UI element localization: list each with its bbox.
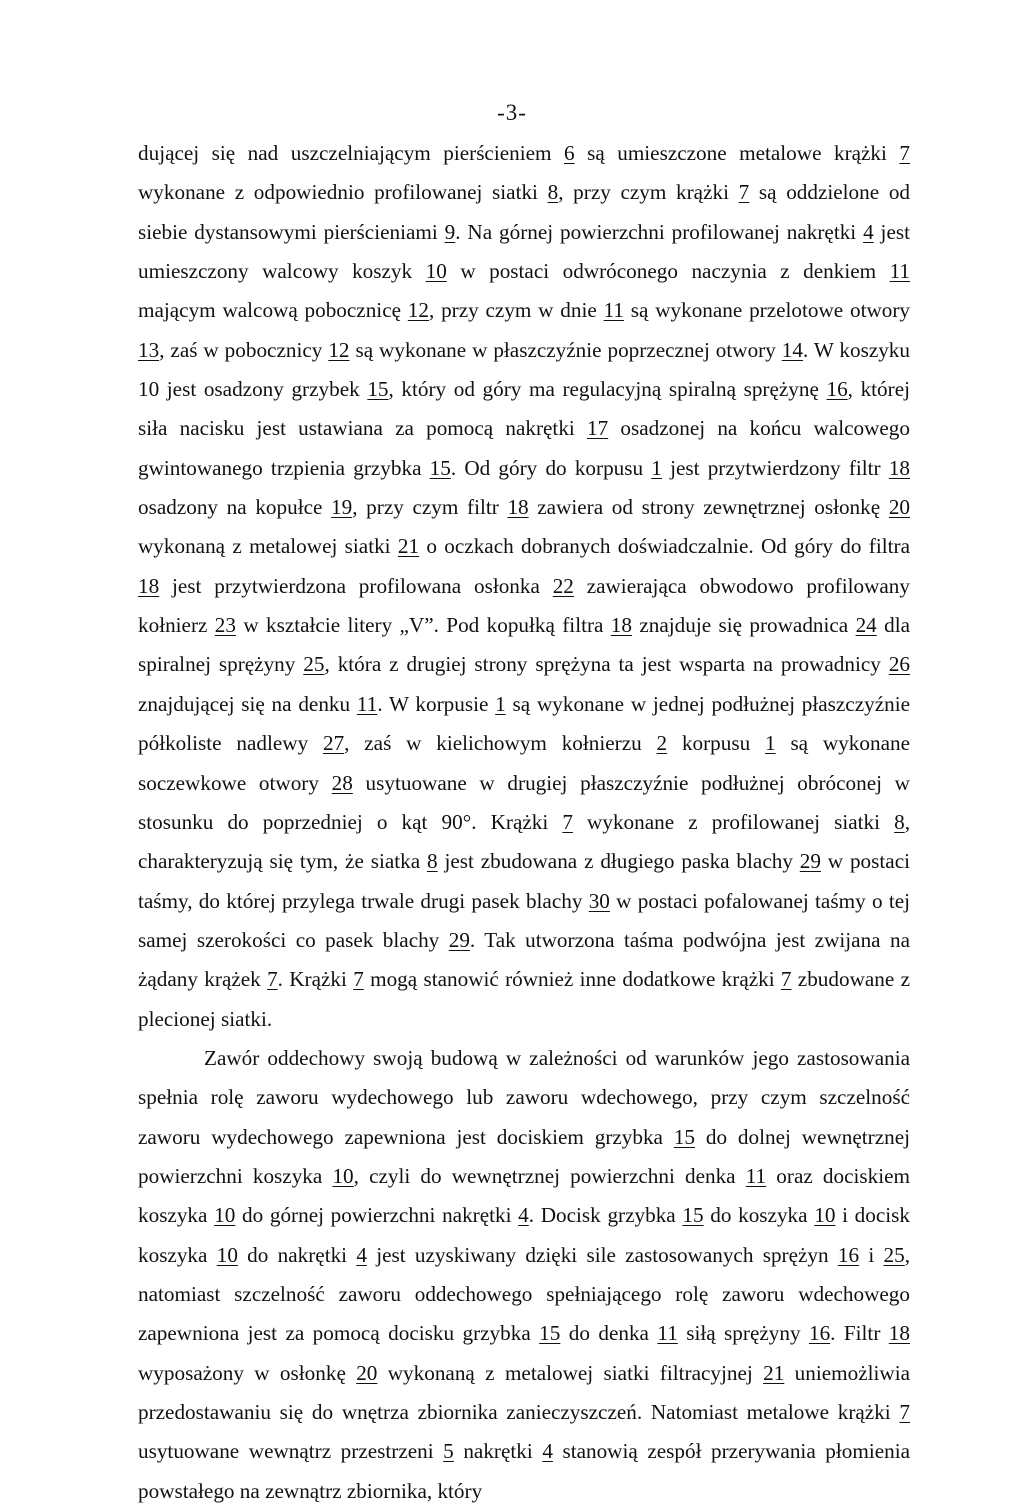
- reference-numeral: 16: [837, 1242, 860, 1267]
- text-run: jest umieszczony walcowy koszyk: [138, 219, 910, 284]
- reference-numeral: 15: [539, 1321, 561, 1346]
- text-run: w postaci pofalowanej taśmy o tej samej szerokości co pasek blachy: [138, 888, 910, 952]
- reference-numeral: 2: [656, 731, 668, 756]
- text-run: wykonaną z metalowej siatki filtracyjnej: [377, 1360, 764, 1385]
- reference-numeral: 4: [356, 1242, 367, 1267]
- text-run: wykonaną z metalowej siatki: [138, 534, 398, 559]
- reference-numeral: 7: [267, 967, 278, 992]
- text-run: zawierająca obwodowo profilowany kołnierz: [138, 573, 910, 638]
- text-run: wyposażony w osłonkę: [138, 1360, 357, 1385]
- paragraph-2: [138, 1039, 910, 1511]
- text-run: wykonane z profilowanej siatki: [572, 809, 895, 834]
- reference-numeral: 20: [356, 1360, 378, 1385]
- text-run: jest zbudowana z długiego paska blachy: [437, 849, 800, 874]
- reference-numeral: 22: [552, 573, 574, 598]
- text-run: do denka: [560, 1321, 658, 1346]
- text-run: . Od góry do korpusu: [450, 455, 652, 480]
- text-run: . W korpusie: [377, 691, 496, 716]
- reference-numeral: 10: [216, 1242, 238, 1267]
- text-run: Zawór oddechowy swoją budową w zależności od warunków jego zastosowania spełnia rolę zaworu wydechowego lub zaworu wdechowego, przy czym szczelność zaworu wydechowego zapewniona jest dociskiem grzybka: [138, 1045, 910, 1149]
- reference-numeral: 10: [425, 259, 447, 284]
- text-run: , czyli do wewnętrznej powierzchni denka: [353, 1163, 746, 1188]
- reference-numeral: 27: [322, 731, 345, 756]
- reference-numeral: 11: [603, 298, 624, 323]
- text-run: w postaci odwróconego naczynia z denkiem: [446, 259, 890, 284]
- text-run: zawiera od strony zewnętrznej osłonkę: [528, 495, 889, 520]
- text-run: są wykonane przelotowe otwory: [623, 298, 911, 323]
- reference-numeral: 29: [448, 927, 470, 952]
- text-run: usytuowane w drugiej płaszczyźnie podłużnej obróconej w stosunku do poprzedniej o kąt 90°. Krążki: [138, 770, 910, 834]
- reference-numeral: 10: [814, 1203, 836, 1228]
- reference-numeral: 4: [542, 1439, 553, 1464]
- reference-numeral: 28: [331, 770, 353, 795]
- text-run: stanowią zespół przerywania płomienia powstałego na zewnątrz zbiornika, który: [138, 1439, 911, 1503]
- text-run: oraz dociskiem koszyka: [138, 1163, 911, 1228]
- text-run: osadzony na kopułce: [138, 495, 332, 520]
- page-number: -3-: [497, 100, 527, 125]
- text-run: do dolnej wewnętrznej powierzchni koszyka: [138, 1124, 910, 1188]
- reference-numeral: 17: [587, 416, 609, 441]
- reference-numeral: 29: [799, 849, 821, 874]
- text-run: , przy czym w dnie: [428, 298, 604, 323]
- reference-numeral: 18: [888, 455, 910, 480]
- reference-numeral: 23: [214, 613, 236, 638]
- text-run: , charakteryzują się tym, że siatka: [138, 809, 911, 874]
- reference-numeral: 11: [657, 1321, 678, 1346]
- text-run: . Docisk grzybka: [528, 1203, 683, 1228]
- reference-numeral: 8: [427, 849, 438, 874]
- reference-numeral: 7: [780, 967, 792, 992]
- text-run: i docisk koszyka: [138, 1203, 910, 1267]
- reference-numeral: 4: [518, 1203, 529, 1228]
- text-run: , zaś w kielichowym kołnierzu: [344, 731, 657, 756]
- reference-numeral: 18: [888, 1321, 910, 1346]
- reference-numeral: 10: [332, 1163, 354, 1188]
- text-run: do koszyka: [703, 1203, 815, 1228]
- text-run: mającym walcową pobocznicę: [138, 298, 408, 323]
- reference-numeral: 19: [331, 495, 353, 520]
- reference-numeral: 7: [899, 141, 910, 165]
- text-run: i: [859, 1242, 884, 1267]
- reference-numeral: 13: [138, 337, 160, 362]
- text-run: , przy czym filtr: [352, 495, 508, 520]
- text-run: siłą sprężyny: [677, 1321, 809, 1346]
- text-run: są wykonane w płaszczyźnie poprzecznej otwory: [349, 337, 782, 362]
- reference-numeral: 10: [214, 1203, 236, 1228]
- reference-numeral: 18: [507, 495, 529, 520]
- text-run: zbudowane z plecionej siatki.: [138, 967, 910, 1031]
- paragraph-1: [138, 134, 910, 1039]
- text-run: , przy czym krążki: [558, 180, 739, 205]
- text-run: znajduje się prowadnica: [631, 613, 856, 638]
- body-text: [138, 134, 910, 1511]
- text-run: mogą stanowić również inne dodatkowe krążki: [363, 967, 781, 992]
- reference-numeral: 11: [745, 1163, 767, 1188]
- text-run: są oddzielone od siebie dystansowymi pierścieniami: [138, 180, 911, 244]
- text-run: , która z drugiej strony sprężyna ta jest wsparta na prowadnicy: [324, 652, 889, 677]
- text-run: w postaci taśmy, do której przylega trwale drugi pasek blachy: [138, 849, 910, 913]
- reference-numeral: 15: [673, 1124, 696, 1149]
- text-run: jest uzyskiwany dzięki sile zastosowanych sprężyn: [366, 1242, 838, 1267]
- text-run: osadzonej na końcu walcowego gwintowanego trzpienia grzybka: [138, 416, 910, 480]
- text-run: znajdującej się na denku: [138, 691, 357, 716]
- reference-numeral: 8: [547, 180, 559, 205]
- reference-numeral: 20: [888, 495, 910, 520]
- reference-numeral: 7: [738, 180, 750, 205]
- reference-numeral: 16: [826, 377, 848, 402]
- text-run: do górnej powierzchni nakrętki: [235, 1203, 519, 1228]
- text-run: uniemożliwia przedostawaniu się do wnętrza zbiornika zanieczyszczeń. Natomiast metalowe krążki: [138, 1360, 910, 1424]
- text-run: . Na górnej powierzchni profilowanej nakrętki: [455, 219, 864, 244]
- reference-numeral: 12: [407, 298, 429, 323]
- text-run: . W koszyku 10 jest osadzony grzybek: [138, 337, 910, 402]
- reference-numeral: 5: [443, 1439, 454, 1464]
- reference-numeral: 9: [444, 219, 456, 244]
- text-run: , natomiast szczelność zaworu oddechowego spełniającego rolę zaworu wdechowego zapewniona jest za pomocą docisku grzybka: [138, 1242, 911, 1346]
- reference-numeral: 21: [763, 1360, 785, 1385]
- text-run: dującej się nad uszczelniającym pierścieniem: [138, 141, 564, 165]
- reference-numeral: 24: [855, 613, 877, 638]
- reference-numeral: 25: [303, 652, 325, 677]
- text-run: dla spiralnej sprężyny: [138, 613, 910, 677]
- reference-numeral: 21: [397, 534, 420, 559]
- text-run: . Tak utworzona taśma podwójna jest zwijana na żądany krążek: [138, 927, 910, 992]
- reference-numeral: 7: [562, 809, 573, 834]
- text-run: są wykonane soczewkowe otwory: [138, 731, 910, 795]
- text-run: są umieszczone metalowe krążki: [574, 141, 900, 165]
- reference-numeral: 16: [808, 1321, 831, 1346]
- reference-numeral: 14: [781, 337, 803, 362]
- text-run: , zaś w pobocznicy: [159, 337, 329, 362]
- reference-numeral: 6: [564, 141, 575, 165]
- reference-numeral: 4: [863, 219, 874, 244]
- reference-numeral: 1: [765, 731, 776, 756]
- reference-numeral: 1: [495, 691, 506, 716]
- reference-numeral: 12: [328, 337, 350, 362]
- text-run: jest przytwierdzony filtr: [661, 455, 889, 480]
- reference-numeral: 11: [356, 691, 378, 716]
- reference-numeral: 1: [651, 455, 662, 480]
- reference-numeral: 7: [899, 1400, 910, 1424]
- text-run: nakrętki: [453, 1439, 543, 1464]
- reference-numeral: 26: [888, 652, 910, 677]
- text-run: korpusu: [667, 731, 766, 756]
- reference-numeral: 15: [367, 377, 389, 402]
- reference-numeral: 15: [682, 1203, 704, 1228]
- reference-numeral: 15: [429, 455, 451, 480]
- text-run: . Krążki: [277, 967, 354, 992]
- text-run: usytuowane wewnątrz przestrzeni: [138, 1439, 444, 1464]
- text-run: w kształcie litery „V”. Pod kopułką filtra: [235, 613, 611, 638]
- reference-numeral: 18: [610, 613, 632, 638]
- text-run: o oczkach dobranych doświadczalnie. Od góry do filtra: [419, 534, 910, 559]
- text-run: . Filtr: [830, 1321, 889, 1346]
- text-run: , której siła nacisku jest ustawiana za pomocą nakrętki: [138, 377, 910, 441]
- text-run: jest przytwierdzona profilowana osłonka: [159, 573, 553, 598]
- text-run: , który od góry ma regulacyjną spiralną sprężynę: [388, 377, 827, 402]
- reference-numeral: 25: [883, 1242, 905, 1267]
- reference-numeral: 8: [894, 809, 905, 834]
- text-run: są wykonane w jednej podłużnej płaszczyźnie półkoliste nadlewy: [138, 691, 911, 756]
- reference-numeral: 18: [138, 573, 160, 598]
- text-run: do nakrętki: [237, 1242, 357, 1267]
- text-run: wykonane z odpowiednio profilowanej siatki: [138, 180, 548, 205]
- reference-numeral: 11: [889, 259, 910, 284]
- reference-numeral: 30: [588, 888, 610, 913]
- reference-numeral: 7: [353, 967, 364, 992]
